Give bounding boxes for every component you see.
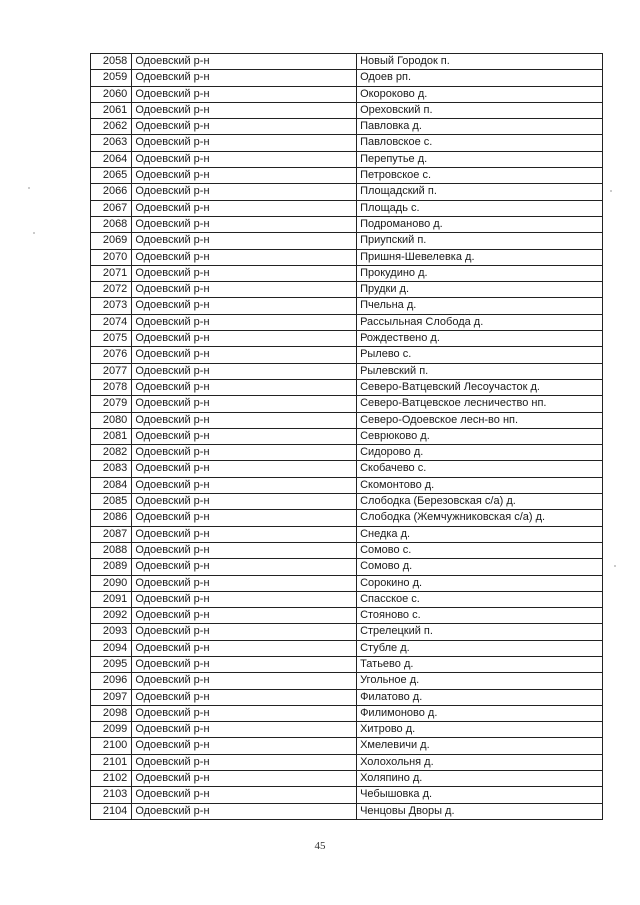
row-number-cell: 2088 (91, 542, 132, 558)
row-number-cell: 2074 (91, 314, 132, 330)
table-row (91, 754, 603, 770)
district-cell: Одоевский р-н (132, 461, 357, 477)
table-row (91, 233, 603, 249)
table-row (91, 314, 603, 330)
row-number-cell: 2073 (91, 298, 132, 314)
district-cell: Одоевский р-н (132, 722, 357, 738)
row-number-cell: 2091 (91, 591, 132, 607)
row-number-cell: 2097 (91, 689, 132, 705)
district-cell: Одоевский р-н (132, 233, 357, 249)
settlements-table-body (91, 54, 603, 820)
settlement-cell: Севрюково д. (357, 428, 603, 444)
row-number-cell: 2081 (91, 428, 132, 444)
settlement-cell: Одоев рп. (357, 70, 603, 86)
settlement-cell: Филатово д. (357, 689, 603, 705)
table-row (91, 591, 603, 607)
table-row (91, 803, 603, 819)
settlement-cell: Северо-Ватцевский Лесоучасток д. (357, 379, 603, 395)
row-number-cell: 2099 (91, 722, 132, 738)
district-cell: Одоевский р-н (132, 412, 357, 428)
settlements-table (90, 53, 603, 820)
row-number-cell: 2079 (91, 396, 132, 412)
table-row (91, 526, 603, 542)
district-cell: Одоевский р-н (132, 803, 357, 819)
district-cell: Одоевский р-н (132, 216, 357, 232)
row-number-cell: 2102 (91, 771, 132, 787)
district-cell: Одоевский р-н (132, 689, 357, 705)
district-cell: Одоевский р-н (132, 575, 357, 591)
table-row (91, 689, 603, 705)
district-cell: Одоевский р-н (132, 510, 357, 526)
table-row (91, 54, 603, 70)
table-row (91, 575, 603, 591)
settlement-cell: Прокудино д. (357, 265, 603, 281)
settlement-cell: Холяпино д. (357, 771, 603, 787)
settlement-cell: Спасское с. (357, 591, 603, 607)
table-row (91, 119, 603, 135)
district-cell: Одоевский р-н (132, 705, 357, 721)
settlement-cell: Павловка д. (357, 119, 603, 135)
settlement-cell: Рылево с. (357, 347, 603, 363)
table-row (91, 461, 603, 477)
row-number-cell: 2063 (91, 135, 132, 151)
row-number-cell: 2078 (91, 379, 132, 395)
row-number-cell: 2084 (91, 477, 132, 493)
table-row (91, 265, 603, 281)
table-row (91, 608, 603, 624)
table-row (91, 379, 603, 395)
district-cell: Одоевский р-н (132, 54, 357, 70)
settlement-cell: Скобачево с. (357, 461, 603, 477)
table-row (91, 102, 603, 118)
row-number-cell: 2098 (91, 705, 132, 721)
table-row (91, 331, 603, 347)
table-row (91, 184, 603, 200)
district-cell: Одоевский р-н (132, 754, 357, 770)
table-row (91, 135, 603, 151)
table-row (91, 445, 603, 461)
district-cell: Одоевский р-н (132, 184, 357, 200)
settlement-cell: Северо-Ватцевское лесничество нп. (357, 396, 603, 412)
row-number-cell: 2071 (91, 265, 132, 281)
settlement-cell: Слободка (Жемчужниковская с/а) д. (357, 510, 603, 526)
row-number-cell: 2059 (91, 70, 132, 86)
district-cell: Одоевский р-н (132, 249, 357, 265)
settlement-cell: Подроманово д. (357, 216, 603, 232)
table-row (91, 70, 603, 86)
settlement-cell: Сомово с. (357, 542, 603, 558)
row-number-cell: 2085 (91, 494, 132, 510)
settlement-cell: Прудки д. (357, 282, 603, 298)
district-cell: Одоевский р-н (132, 656, 357, 672)
table-row (91, 510, 603, 526)
row-number-cell: 2062 (91, 119, 132, 135)
table-row (91, 542, 603, 558)
district-cell: Одоевский р-н (132, 151, 357, 167)
row-number-cell: 2083 (91, 461, 132, 477)
settlement-cell: Стояново с. (357, 608, 603, 624)
row-number-cell: 2070 (91, 249, 132, 265)
row-number-cell: 2061 (91, 102, 132, 118)
settlement-cell: Сидорово д. (357, 445, 603, 461)
settlement-cell: Пчельна д. (357, 298, 603, 314)
scan-speck (28, 187, 30, 189)
district-cell: Одоевский р-н (132, 135, 357, 151)
district-cell: Одоевский р-н (132, 428, 357, 444)
settlement-cell: Сомово д. (357, 559, 603, 575)
settlement-cell: Хитрово д. (357, 722, 603, 738)
settlement-cell: Филимоново д. (357, 705, 603, 721)
row-number-cell: 2093 (91, 624, 132, 640)
settlement-cell: Приупский п. (357, 233, 603, 249)
table-row (91, 656, 603, 672)
table-row (91, 200, 603, 216)
row-number-cell: 2089 (91, 559, 132, 575)
district-cell: Одоевский р-н (132, 477, 357, 493)
district-cell: Одоевский р-н (132, 624, 357, 640)
settlement-cell: Рассыльная Слобода д. (357, 314, 603, 330)
district-cell: Одоевский р-н (132, 102, 357, 118)
scan-speck (614, 565, 616, 567)
settlement-cell: Снедка д. (357, 526, 603, 542)
row-number-cell: 2072 (91, 282, 132, 298)
district-cell: Одоевский р-н (132, 559, 357, 575)
table-row (91, 347, 603, 363)
row-number-cell: 2064 (91, 151, 132, 167)
district-cell: Одоевский р-н (132, 347, 357, 363)
district-cell: Одоевский р-н (132, 86, 357, 102)
page-number: 45 (314, 840, 326, 852)
settlement-cell: Павловское с. (357, 135, 603, 151)
settlement-cell: Стубле д. (357, 640, 603, 656)
district-cell: Одоевский р-н (132, 168, 357, 184)
district-cell: Одоевский р-н (132, 591, 357, 607)
row-number-cell: 2100 (91, 738, 132, 754)
table-row (91, 477, 603, 493)
district-cell: Одоевский р-н (132, 363, 357, 379)
table-row (91, 168, 603, 184)
district-cell: Одоевский р-н (132, 314, 357, 330)
row-number-cell: 2090 (91, 575, 132, 591)
row-number-cell: 2076 (91, 347, 132, 363)
settlement-cell: Окороково д. (357, 86, 603, 102)
row-number-cell: 2104 (91, 803, 132, 819)
table-row (91, 722, 603, 738)
settlement-cell: Ореховский п. (357, 102, 603, 118)
table-row (91, 673, 603, 689)
row-number-cell: 2075 (91, 331, 132, 347)
settlement-cell: Площадь с. (357, 200, 603, 216)
row-number-cell: 2087 (91, 526, 132, 542)
row-number-cell: 2068 (91, 216, 132, 232)
table-row (91, 363, 603, 379)
table-row (91, 249, 603, 265)
district-cell: Одоевский р-н (132, 608, 357, 624)
table-row (91, 640, 603, 656)
table-row (91, 494, 603, 510)
settlement-cell: Рождествено д. (357, 331, 603, 347)
row-number-cell: 2065 (91, 168, 132, 184)
district-cell: Одоевский р-н (132, 738, 357, 754)
district-cell: Одоевский р-н (132, 265, 357, 281)
district-cell: Одоевский р-н (132, 445, 357, 461)
settlement-cell: Холохольня д. (357, 754, 603, 770)
row-number-cell: 2094 (91, 640, 132, 656)
row-number-cell: 2103 (91, 787, 132, 803)
table-row (91, 738, 603, 754)
district-cell: Одоевский р-н (132, 331, 357, 347)
district-cell: Одоевский р-н (132, 526, 357, 542)
table-row (91, 298, 603, 314)
settlement-cell: Татьево д. (357, 656, 603, 672)
settlement-cell: Хмелевичи д. (357, 738, 603, 754)
table-row (91, 412, 603, 428)
row-number-cell: 2082 (91, 445, 132, 461)
scan-speck (610, 190, 612, 192)
settlement-cell: Площадский п. (357, 184, 603, 200)
table-row (91, 705, 603, 721)
settlement-cell: Скомонтово д. (357, 477, 603, 493)
district-cell: Одоевский р-н (132, 298, 357, 314)
table-row (91, 216, 603, 232)
table-row (91, 282, 603, 298)
scan-speck (33, 232, 35, 234)
row-number-cell: 2080 (91, 412, 132, 428)
district-cell: Одоевский р-н (132, 787, 357, 803)
district-cell: Одоевский р-н (132, 200, 357, 216)
row-number-cell: 2101 (91, 754, 132, 770)
settlement-cell: Чебышовка д. (357, 787, 603, 803)
settlement-cell: Новый Городок п. (357, 54, 603, 70)
settlement-cell: Рылевский п. (357, 363, 603, 379)
settlement-cell: Пришня-Шевелевка д. (357, 249, 603, 265)
settlement-cell: Стрелецкий п. (357, 624, 603, 640)
district-cell: Одоевский р-н (132, 282, 357, 298)
district-cell: Одоевский р-н (132, 119, 357, 135)
row-number-cell: 2069 (91, 233, 132, 249)
settlement-cell: Слободка (Березовская с/а) д. (357, 494, 603, 510)
settlement-cell: Сорокино д. (357, 575, 603, 591)
district-cell: Одоевский р-н (132, 542, 357, 558)
row-number-cell: 2092 (91, 608, 132, 624)
table-row (91, 428, 603, 444)
row-number-cell: 2095 (91, 656, 132, 672)
district-cell: Одоевский р-н (132, 494, 357, 510)
table-row (91, 559, 603, 575)
district-cell: Одоевский р-н (132, 70, 357, 86)
district-cell: Одоевский р-н (132, 640, 357, 656)
table-row (91, 624, 603, 640)
row-number-cell: 2077 (91, 363, 132, 379)
table-row (91, 396, 603, 412)
settlement-cell: Ченцовы Дворы д. (357, 803, 603, 819)
settlement-cell: Перепутье д. (357, 151, 603, 167)
district-cell: Одоевский р-н (132, 379, 357, 395)
row-number-cell: 2067 (91, 200, 132, 216)
table-row (91, 151, 603, 167)
row-number-cell: 2096 (91, 673, 132, 689)
settlement-cell: Петровское с. (357, 168, 603, 184)
table-row (91, 787, 603, 803)
table-row (91, 86, 603, 102)
district-cell: Одоевский р-н (132, 771, 357, 787)
settlement-cell: Северо-Одоевское лесн-во нп. (357, 412, 603, 428)
row-number-cell: 2058 (91, 54, 132, 70)
row-number-cell: 2066 (91, 184, 132, 200)
district-cell: Одоевский р-н (132, 673, 357, 689)
row-number-cell: 2086 (91, 510, 132, 526)
table-row (91, 771, 603, 787)
district-cell: Одоевский р-н (132, 396, 357, 412)
row-number-cell: 2060 (91, 86, 132, 102)
settlement-cell: Угольное д. (357, 673, 603, 689)
